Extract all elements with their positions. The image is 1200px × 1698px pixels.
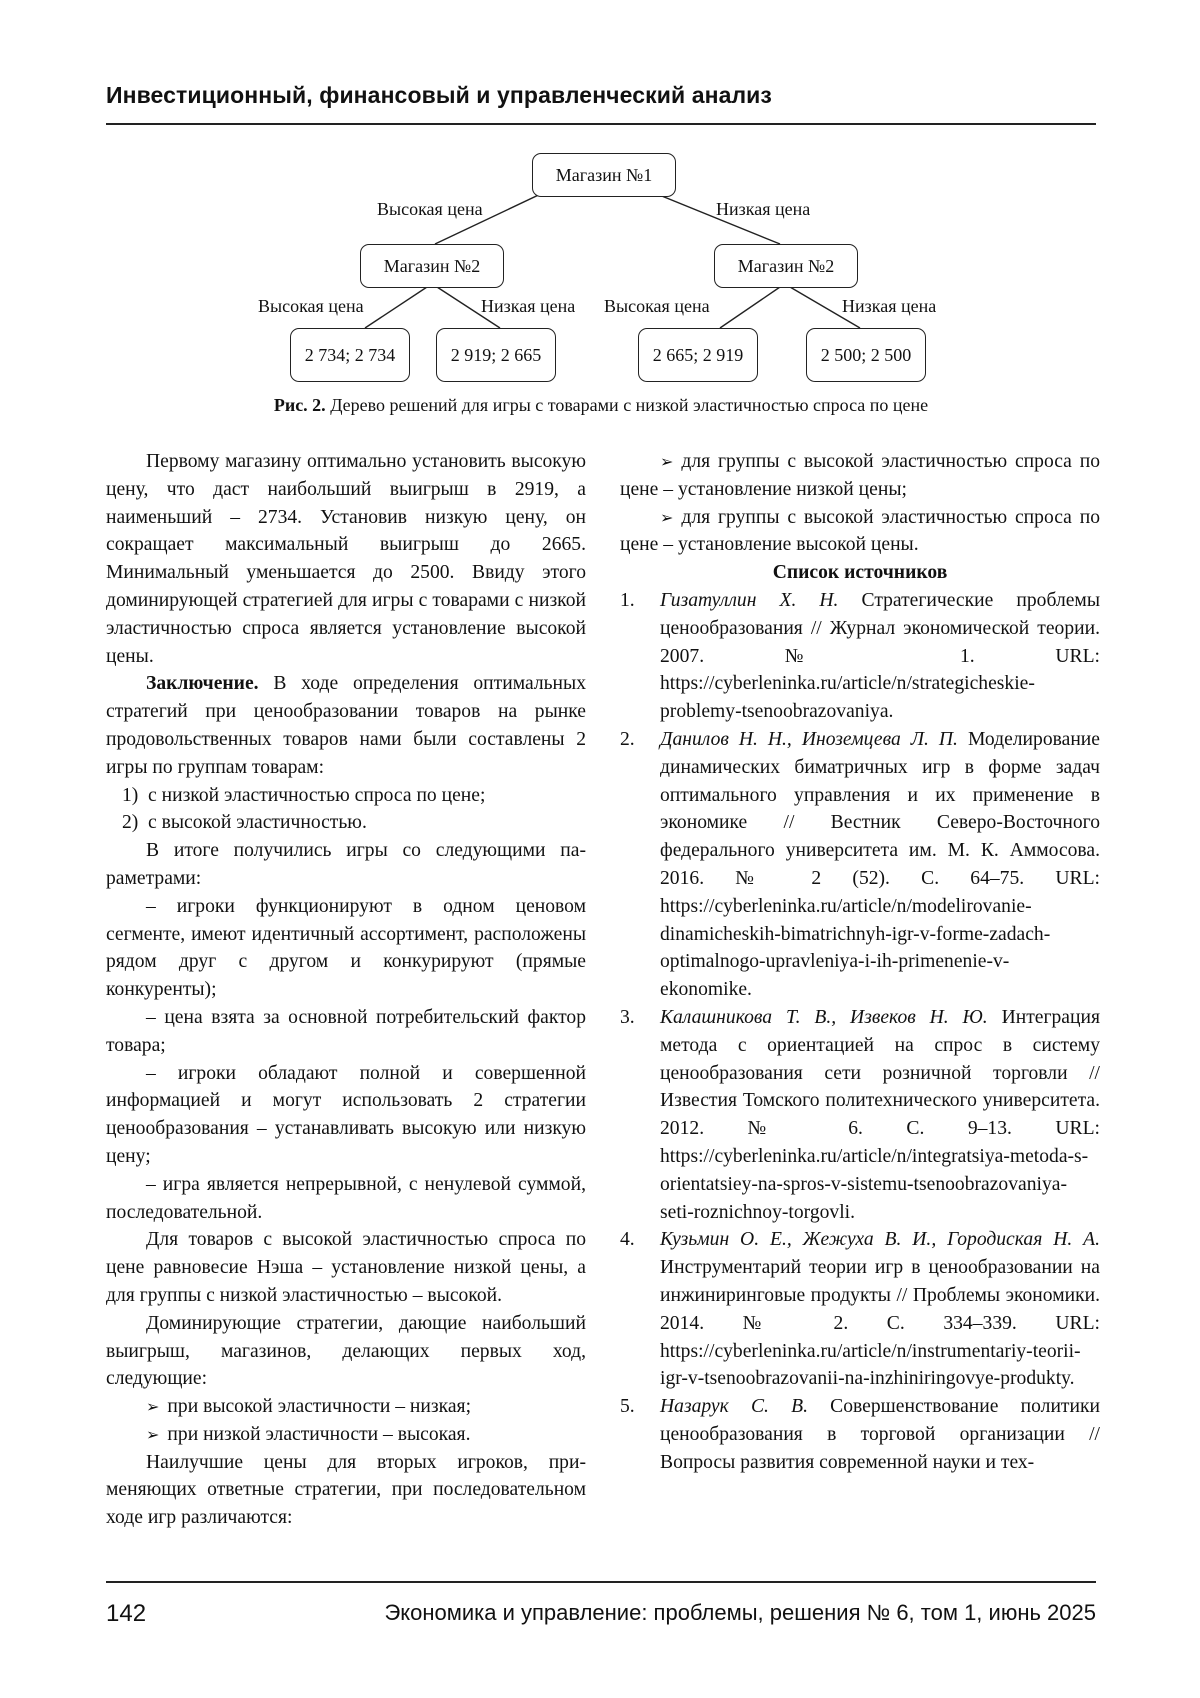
header-rule: [106, 123, 1096, 125]
edge-right-leaf3: [720, 287, 780, 328]
reference-author: Гизатуллин Х. Н.: [660, 589, 839, 611]
reference-body: [660, 1393, 1100, 1476]
leaf-node-3: 2 665; 2 919: [638, 328, 758, 382]
list-item-1-text: с низкой эластичностью спроса по цене;: [148, 784, 486, 806]
running-header: Инвестиционный, финансовый и управленческий анализ: [106, 82, 772, 108]
reference-text: Интеграция метода с ориентацией на спрос в систему ценообразования сети розничной торговли // Известия Томского политехнического университета. 2012. № 6. С. 9–13. URL: https://cyberleninka.ru/article/n/integratsiya-metoda-s-orientatsiey-na-spros-v-sistemu-tsenoobrazovaniya-seti-roznichnoy-torgovli.: [660, 1006, 1100, 1223]
left-high-label: Высокая цена: [258, 296, 364, 316]
right-low-label: Низкая цена: [842, 296, 937, 316]
leaf-node-1: 2 734; 2 734: [290, 328, 410, 382]
arrow-item-2: [106, 1421, 586, 1449]
reference-body: [660, 587, 1100, 726]
reference-author: Данилов Н. Н., Иноземцева Л. П.: [660, 728, 958, 750]
reference-text: Инструментарий теории игр в ценообразовании на инжиниринговые продукты // Проблемы экономики. 2014. № 2. С. 334–339. URL: https://cyberleninka.ru/article/n/instrumentariy-teorii-igr-v-tsenoobrazovanii-na-inzhiniringovye-produkty.: [660, 1257, 1100, 1390]
reference-author: Калашникова Т. В., Извеков Н. Ю.: [660, 1006, 988, 1028]
reference-item: [620, 1004, 1100, 1226]
arrow-item-1: [106, 1393, 586, 1421]
list-number-2: 2): [122, 812, 139, 834]
arrow-bullet-icon: ➢: [660, 507, 674, 527]
left-column: [106, 448, 586, 1532]
right-child-node: Магазин №2: [714, 244, 858, 288]
dash-item-4: – игра является непрерывной, с ненулевой суммой, последовательной.: [106, 1173, 586, 1223]
leaf-node-4: 2 500; 2 500: [806, 328, 926, 382]
reference-number: 5.: [620, 1396, 635, 1418]
reference-text: Совершенствование политики ценообразования в торговой организации // Вопросы развития современной науки и тех-: [660, 1396, 1100, 1473]
reference-item: [620, 1393, 1100, 1476]
right-high-label: Высокая цена: [604, 296, 710, 316]
arrow-item-1-text: при высокой эластичности – низкая;: [167, 1396, 472, 1418]
reference-number: 2.: [620, 728, 635, 750]
footer-rule: [106, 1581, 1096, 1583]
reference-body: [660, 1004, 1100, 1226]
left-low-label: Низкая цена: [481, 296, 576, 316]
arrow-item-3-text: для группы с высокой эластичностью спроса по цене – установление низкой цены;: [620, 451, 1100, 500]
arrow-bullet-icon: ➢: [146, 1397, 160, 1417]
right-column: [620, 448, 1100, 1476]
dash-item-2: – цена взята за основной потребительский фактор товара;: [106, 1006, 586, 1056]
caption-label: Рис. 2.: [273, 395, 326, 415]
reference-number: 1.: [620, 589, 635, 611]
arrow-bullet-icon: ➢: [146, 1424, 160, 1444]
conclusion-label: Заключение.: [146, 673, 259, 695]
paragraph-1: Первому магазину оптимально установить высокую цену, что даст наибольший выигрыш в 2919, а наименьший – 2734. Установив низкую цену, он сокращает максимальный выигрыш до 2665. Минимальный уменьшается до 2500. Ввиду этого доминирующей стратегией для игры с товарами с низкой эластичностью спроса является установление высокой цены.: [106, 451, 586, 667]
page-number: 142: [106, 1600, 147, 1627]
figure-caption: [106, 395, 1096, 416]
list-number-1: 1): [122, 784, 139, 806]
reference-number: 3.: [620, 1006, 635, 1028]
reference-item: [620, 726, 1100, 1004]
journal-title: Экономика и управление: проблемы, решения № 6, том 1, июнь 2025: [384, 1600, 1096, 1625]
reference-body: [660, 726, 1100, 1004]
dash-item-3: – игроки обладают полной и совершенной информацией и могут использовать 2 стратегии ценообразования – устанавливать высокую или низкую цену;: [106, 1062, 586, 1167]
caption-text: Дерево решений для игры с товарами с низкой эластичностью спроса по цене: [330, 395, 929, 415]
list-item-1: [106, 782, 586, 810]
list-item-2-text: с высокой эластичностью.: [148, 812, 367, 834]
edge-left-leaf1: [365, 287, 427, 328]
reference-text: Стратегические проблемы ценообразования // Журнал экономической теории. 2007. № 1. URL: https://cyberleninka.ru/article/n/strategicheskie-problemy-tsenoobrazovaniya.: [660, 589, 1100, 723]
dash-item-1: – игроки функционируют в одном ценовом сегменте, имеют идентичный ассортимент, расположены рядом друг с другом и конкурируют (прямые конкуренты);: [106, 895, 586, 1001]
root-left-label: Высокая цена: [377, 199, 483, 219]
paragraph-conclusion: [106, 670, 586, 781]
root-node: Магазин №1: [532, 153, 676, 197]
root-right-label: Низкая цена: [716, 199, 811, 219]
conclusion-text: В ходе определения оптимальных стратегий при ценообразовании товаров на рынке продовольственных товаров нами были составлены 2 игры по группам товарам:: [106, 673, 586, 778]
arrow-item-2-text: при низкой эластичности – высокая.: [167, 1423, 471, 1445]
leaf-node-2: 2 919; 2 665: [436, 328, 556, 382]
paragraph-4: Для товаров с высокой эластичностью спроса по цене равновесие Нэша – установление низкой цены, а для группы с низкой эластичностью – высокой.: [106, 1229, 586, 1306]
paragraph-6: Наилучшие цены для вторых игроков, применяющих ответные стратегии, при последовательном ходе игр различаются:: [106, 1451, 586, 1529]
arrow-item-4-text: для группы с высокой эластичностью спроса по цене – установление высокой цены.: [620, 506, 1100, 556]
arrow-item-4: [620, 504, 1100, 560]
list-item-2: [106, 809, 586, 837]
arrow-bullet-icon: ➢: [660, 452, 674, 471]
paragraph-3: В итоге получились игры со следующими параметрами:: [106, 840, 586, 889]
reference-author: Назарук С. В.: [660, 1396, 808, 1418]
reference-number: 4.: [620, 1229, 635, 1251]
reference-body: [660, 1226, 1100, 1393]
decision-tree-figure: [0, 140, 1200, 430]
paragraph-5: Доминирующие стратегии, дающие наибольший выигрыш, магазинов, делающих первых ход, следующие:: [106, 1312, 586, 1390]
reference-author: Кузьмин О. Е., Жежуха В. И., Городиская Н. А.: [660, 1229, 1100, 1251]
reference-text: Моделирование динамических биматричных игр в форме задач оптимального управления и их применение в экономике // Вестник Северо-Восточного федерального университета им. М. К. Аммосова. 2016. № 2 (52). С. 64–75. URL: https://cyberleninka.ru/article/n/modelirovanie-dinamicheskih-bimatrichnyh-igr-v-forme-zadach-optimalnogo-upravleniya-i-ih-primenenie-v-ekonomike.: [660, 728, 1100, 1001]
left-child-node: Магазин №2: [360, 244, 504, 288]
arrow-item-3: [620, 448, 1100, 504]
reference-item: [620, 1226, 1100, 1393]
references-title: Список источников: [772, 562, 948, 584]
reference-item: [620, 587, 1100, 726]
